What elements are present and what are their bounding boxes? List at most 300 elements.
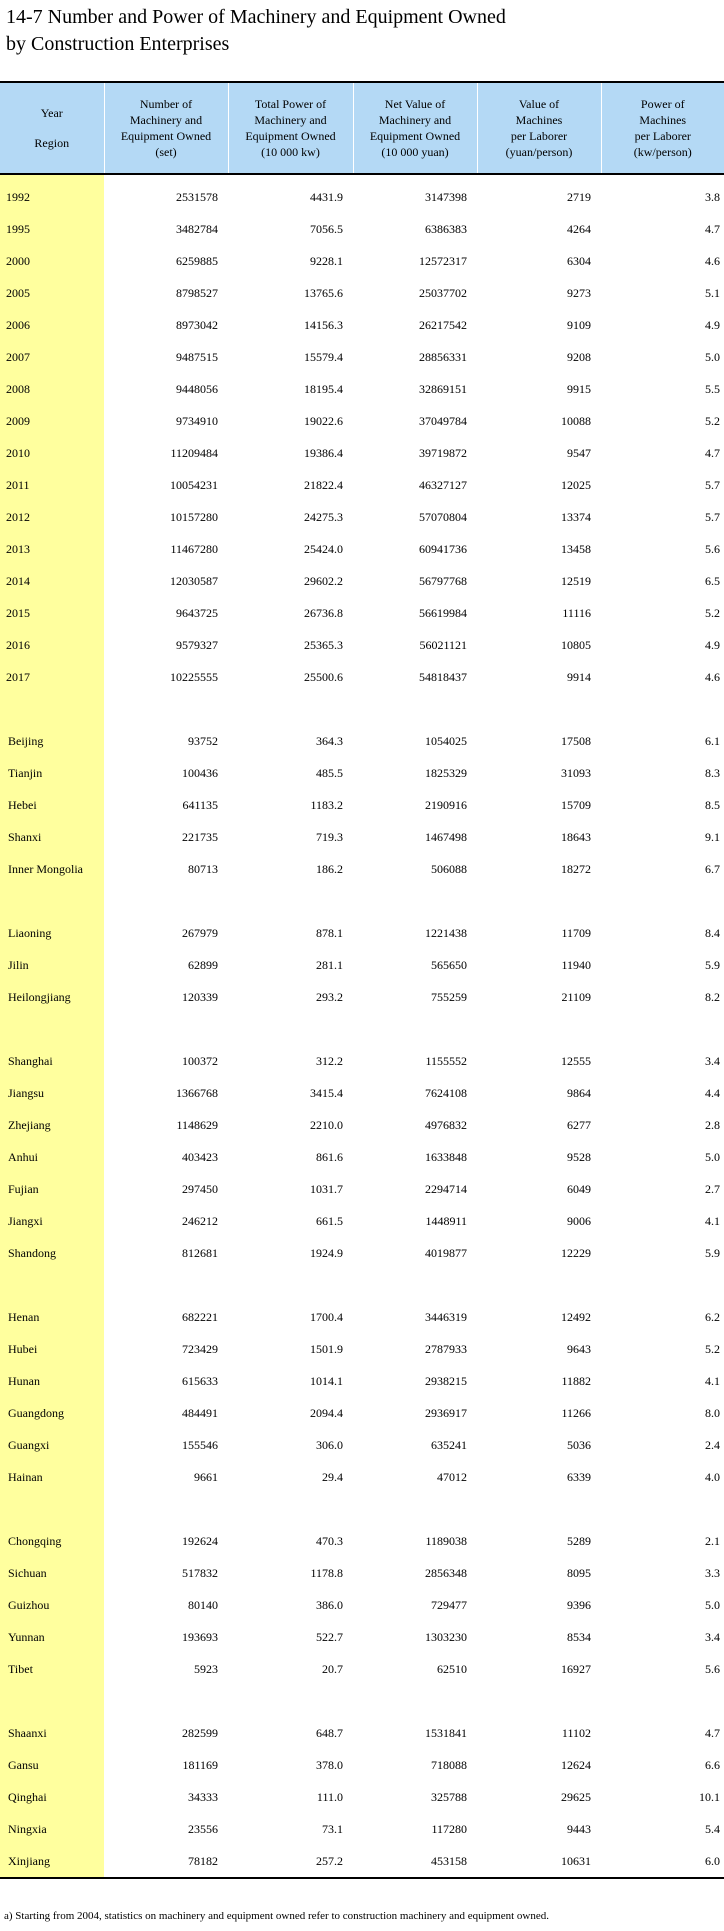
table-cell: 1924.9 xyxy=(310,1245,343,1260)
table-cell: 878.1 xyxy=(316,925,343,940)
table-cell: 2294714 xyxy=(425,1181,467,1196)
table-cell: 10805 xyxy=(561,637,591,652)
table-cell: 4.7 xyxy=(705,1725,720,1740)
table-cell: 723429 xyxy=(182,1341,218,1356)
table-cell: 57070804 xyxy=(419,509,467,524)
table-cell: 1825329 xyxy=(425,765,467,780)
table-cell: 18272 xyxy=(561,861,591,876)
table-cell: 470.3 xyxy=(316,1533,343,1548)
table-cell: 21109 xyxy=(561,989,591,1004)
table-cell: 4.1 xyxy=(705,1373,720,1388)
table-cell: 80713 xyxy=(188,861,218,876)
table-cell: 522.7 xyxy=(316,1629,343,1644)
table-cell: 517832 xyxy=(182,1565,218,1580)
table-cell: 2.4 xyxy=(705,1437,720,1452)
table-cell: 29.4 xyxy=(322,1469,343,1484)
spacer-cell xyxy=(228,1493,353,1525)
table-cell: 1189038 xyxy=(425,1533,467,1548)
table-cell: 11116 xyxy=(562,605,591,620)
table-cell: 5.9 xyxy=(705,1245,720,1260)
table-row xyxy=(0,1365,724,1397)
table-cell: 56797768 xyxy=(419,573,467,588)
table-cell: 155546 xyxy=(182,1437,218,1452)
header-text: Net Value of xyxy=(384,97,446,111)
table-cell: 6049 xyxy=(567,1181,591,1196)
table-cell: 5.7 xyxy=(705,509,720,524)
row-label: Inner Mongolia xyxy=(0,853,104,885)
row-label: Fujian xyxy=(0,1173,104,1205)
table-cell: 403423 xyxy=(182,1149,218,1164)
table-cell: 100372 xyxy=(182,1053,218,1068)
table-row xyxy=(0,1781,724,1813)
row-label: 2009 xyxy=(0,405,104,437)
table-row xyxy=(0,1749,724,1781)
table-row xyxy=(0,1525,724,1557)
table-cell: 12572317 xyxy=(419,253,467,268)
table-cell: 5289 xyxy=(567,1533,591,1548)
table-cell: 23556 xyxy=(188,1821,218,1836)
table-cell: 1148629 xyxy=(176,1117,218,1132)
header-number-of-machinery xyxy=(104,82,228,174)
row-label: 2005 xyxy=(0,277,104,309)
spacer-cell xyxy=(601,1685,724,1717)
header-unit: (set) xyxy=(155,145,177,159)
table-cell: 37049784 xyxy=(419,413,467,428)
table-cell: 20.7 xyxy=(322,1661,343,1676)
table-cell: 120339 xyxy=(182,989,218,1004)
row-label: Liaoning xyxy=(0,917,104,949)
table-cell: 8973042 xyxy=(176,317,218,332)
table-cell: 565650 xyxy=(431,957,467,972)
table-row xyxy=(0,757,724,789)
table-cell: 9273 xyxy=(567,285,591,300)
table-cell: 6277 xyxy=(567,1117,591,1132)
table-cell: 12519 xyxy=(561,573,591,588)
spacer-label-cell xyxy=(0,1493,104,1525)
table-cell: 12624 xyxy=(561,1757,591,1772)
table-cell: 46327127 xyxy=(419,477,467,492)
row-label: Gansu xyxy=(0,1749,104,1781)
table-cell: 6339 xyxy=(567,1469,591,1484)
spacer-row xyxy=(0,1493,724,1525)
row-label: 2000 xyxy=(0,245,104,277)
table-cell: 9006 xyxy=(567,1213,591,1228)
header-label-region: Region xyxy=(34,136,70,150)
spacer-row xyxy=(0,1013,724,1045)
header-text: Equipment Owned xyxy=(120,129,212,143)
table-row xyxy=(0,1173,724,1205)
table-cell: 193693 xyxy=(182,1629,218,1644)
row-label: Heilongjiang xyxy=(0,981,104,1013)
table-cell: 4.9 xyxy=(705,637,720,652)
table-cell: 1031.7 xyxy=(310,1181,343,1196)
table-cell: 3147398 xyxy=(425,189,467,204)
table-row xyxy=(0,565,724,597)
table-cell: 5036 xyxy=(567,1437,591,1452)
table-cell: 6304 xyxy=(567,253,591,268)
table-cell: 2094.4 xyxy=(310,1405,343,1420)
spacer-row xyxy=(0,1269,724,1301)
spacer-cell xyxy=(601,1493,724,1525)
table-row xyxy=(0,1845,724,1878)
table-cell: 453158 xyxy=(353,1845,477,1878)
table-row xyxy=(0,1141,724,1173)
table-cell: 641135 xyxy=(182,797,218,812)
table-cell: 80140 xyxy=(188,1597,218,1612)
row-label: Jiangsu xyxy=(0,1077,104,1109)
table-cell: 11102 xyxy=(561,1725,591,1740)
table-cell: 9914 xyxy=(567,669,591,684)
spacer-cell xyxy=(601,1013,724,1045)
table-cell: 15579.4 xyxy=(304,349,343,364)
spacer-cell xyxy=(477,1685,601,1717)
table-cell: 26217542 xyxy=(419,317,467,332)
spacer-cell xyxy=(353,1685,477,1717)
spacer-cell xyxy=(104,1013,228,1045)
table-cell: 9734910 xyxy=(176,413,218,428)
table-cell: 13374 xyxy=(561,509,591,524)
table-cell: 4976832 xyxy=(425,1117,467,1132)
spacer-cell xyxy=(353,1013,477,1045)
table-cell: 1183.2 xyxy=(310,797,343,812)
table-cell: 54818437 xyxy=(419,669,467,684)
table-cell: 1155552 xyxy=(425,1053,467,1068)
table-cell: 25037702 xyxy=(419,285,467,300)
table-cell: 17508 xyxy=(561,733,591,748)
table-cell: 56619984 xyxy=(419,605,467,620)
table-cell: 28856331 xyxy=(419,349,467,364)
table-cell: 10054231 xyxy=(170,477,218,492)
table-cell: 297450 xyxy=(182,1181,218,1196)
table-cell: 9528 xyxy=(567,1149,591,1164)
table-cell: 19022.6 xyxy=(304,413,343,428)
table-cell: 12025 xyxy=(561,477,591,492)
table-cell: 78182 xyxy=(104,1845,228,1878)
row-label: Hainan xyxy=(0,1461,104,1493)
table-row xyxy=(0,1397,724,1429)
row-label: Hebei xyxy=(0,789,104,821)
spacer-cell xyxy=(353,1269,477,1301)
header-text: Machinery and xyxy=(254,113,327,127)
spacer-label-cell xyxy=(0,693,104,725)
spacer-cell xyxy=(104,1493,228,1525)
table-cell: 9228.1 xyxy=(310,253,343,268)
table-cell: 11467280 xyxy=(170,541,218,556)
table-cell: 3.3 xyxy=(705,1565,720,1580)
row-label: Guangxi xyxy=(0,1429,104,1461)
table-cell: 6386383 xyxy=(425,221,467,236)
table-cell: 5.0 xyxy=(705,1597,720,1612)
table-cell: 2856348 xyxy=(425,1565,467,1580)
table-cell: 306.0 xyxy=(316,1437,343,1452)
table-row xyxy=(0,821,724,853)
data-table-container xyxy=(0,81,724,1879)
row-label: Xinjiang xyxy=(0,1845,104,1878)
header-text: Equipment Owned xyxy=(369,129,461,143)
table-cell: 4.6 xyxy=(705,253,720,268)
table-row xyxy=(0,1301,724,1333)
table-cell: 386.0 xyxy=(316,1597,343,1612)
table-cell: 2.8 xyxy=(705,1117,720,1132)
table-cell: 9208 xyxy=(567,349,591,364)
table-cell: 9643 xyxy=(567,1341,591,1356)
table-cell: 9.1 xyxy=(705,829,720,844)
table-row xyxy=(0,1429,724,1461)
table-cell: 6.0 xyxy=(601,1845,724,1878)
table-cell: 11940 xyxy=(561,957,591,972)
table-cell: 5.6 xyxy=(705,541,720,556)
table-cell: 1303230 xyxy=(425,1629,467,1644)
table-cell: 9487515 xyxy=(176,349,218,364)
table-row xyxy=(0,1077,724,1109)
row-label: 2007 xyxy=(0,341,104,373)
spacer-cell xyxy=(104,885,228,917)
table-cell: 6.6 xyxy=(705,1757,720,1772)
table-cell: 2190916 xyxy=(425,797,467,812)
spacer-row xyxy=(0,693,724,725)
spacer-cell xyxy=(228,885,353,917)
header-text: Number of xyxy=(139,97,193,111)
header-text: Machinery and xyxy=(378,113,452,127)
row-label: 2015 xyxy=(0,597,104,629)
table-cell: 5.2 xyxy=(705,605,720,620)
table-cell: 812681 xyxy=(182,1245,218,1260)
table-cell: 9448056 xyxy=(176,381,218,396)
row-label: 2010 xyxy=(0,437,104,469)
spacer-cell xyxy=(601,693,724,725)
spacer-cell xyxy=(104,1269,228,1301)
table-row xyxy=(0,1109,724,1141)
table-cell: 282599 xyxy=(182,1725,218,1740)
table-row xyxy=(0,174,724,213)
table-cell: 12030587 xyxy=(170,573,218,588)
table-cell: 16927 xyxy=(561,1661,591,1676)
table-cell: 1014.1 xyxy=(310,1373,343,1388)
table-cell: 484491 xyxy=(182,1405,218,1420)
row-label: 2008 xyxy=(0,373,104,405)
table-cell: 2531578 xyxy=(176,189,218,204)
table-cell: 34333 xyxy=(188,1789,218,1804)
table-cell: 2.7 xyxy=(705,1181,720,1196)
table-cell: 615633 xyxy=(182,1373,218,1388)
row-label: Beijing xyxy=(0,725,104,757)
table-cell: 111.0 xyxy=(316,1789,343,1804)
table-cell: 19386.4 xyxy=(304,445,343,460)
table-cell: 221735 xyxy=(182,829,218,844)
table-cell: 2.1 xyxy=(705,1533,720,1548)
spacer-cell xyxy=(228,1269,353,1301)
table-row xyxy=(0,437,724,469)
table-cell: 1501.9 xyxy=(310,1341,343,1356)
table-cell: 1700.4 xyxy=(310,1309,343,1324)
table-cell: 9547 xyxy=(567,445,591,460)
table-cell: 7056.5 xyxy=(310,221,343,236)
title-line-1: 14-7 Number and Power of Machinery and Equipment Owned xyxy=(6,6,506,28)
table-row xyxy=(0,789,724,821)
spacer-cell xyxy=(477,1493,601,1525)
table-row xyxy=(0,501,724,533)
table-cell: 21822.4 xyxy=(304,477,343,492)
table-cell: 15709 xyxy=(561,797,591,812)
table-cell: 25365.3 xyxy=(304,637,343,652)
row-label: Ningxia xyxy=(0,1813,104,1845)
table-cell: 257.2 xyxy=(228,1845,353,1878)
row-label: Hunan xyxy=(0,1365,104,1397)
table-cell: 718088 xyxy=(431,1757,467,1772)
row-label: Shanghai xyxy=(0,1045,104,1077)
table-cell: 11209484 xyxy=(170,445,218,460)
table-cell: 729477 xyxy=(431,1597,467,1612)
table-cell: 25500.6 xyxy=(304,669,343,684)
row-label: 2006 xyxy=(0,309,104,341)
table-cell: 186.2 xyxy=(316,861,343,876)
table-cell: 8095 xyxy=(567,1565,591,1580)
table-cell: 4.4 xyxy=(705,1085,720,1100)
table-cell: 1531841 xyxy=(425,1725,467,1740)
table-cell: 3.4 xyxy=(705,1629,720,1644)
table-header-row xyxy=(0,82,724,174)
row-label: Qinghai xyxy=(0,1781,104,1813)
row-label: Tibet xyxy=(0,1653,104,1685)
row-label: Jilin xyxy=(0,949,104,981)
table-cell: 4019877 xyxy=(425,1245,467,1260)
table-cell: 8534 xyxy=(567,1629,591,1644)
row-label: 2012 xyxy=(0,501,104,533)
table-cell: 9864 xyxy=(567,1085,591,1100)
table-cell: 5.6 xyxy=(705,1661,720,1676)
table-cell: 12492 xyxy=(561,1309,591,1324)
header-text: Power of xyxy=(640,97,685,111)
spacer-row xyxy=(0,1685,724,1717)
table-cell: 181169 xyxy=(182,1757,218,1772)
table-cell: 661.5 xyxy=(316,1213,343,1228)
row-label: 2013 xyxy=(0,533,104,565)
spacer-cell xyxy=(477,693,601,725)
table-cell: 9396 xyxy=(567,1597,591,1612)
spacer-label-cell xyxy=(0,1013,104,1045)
header-power-per-laborer xyxy=(601,82,724,174)
table-cell: 31093 xyxy=(561,765,591,780)
title-line-2: by Construction Enterprises xyxy=(6,33,230,55)
table-row xyxy=(0,661,724,693)
header-net-value xyxy=(353,82,477,174)
table-cell: 5.7 xyxy=(705,477,720,492)
table-cell: 73.1 xyxy=(322,1821,343,1836)
header-text: Machines xyxy=(639,113,687,127)
table-cell: 1221438 xyxy=(425,925,467,940)
table-cell: 10088 xyxy=(561,413,591,428)
table-cell: 281.1 xyxy=(316,957,343,972)
spacer-cell xyxy=(477,1013,601,1045)
row-label: 1992 xyxy=(0,174,104,213)
row-label: 2017 xyxy=(0,661,104,693)
table-row xyxy=(0,309,724,341)
table-cell: 364.3 xyxy=(316,733,343,748)
table-cell: 8.5 xyxy=(705,797,720,812)
table-row xyxy=(0,277,724,309)
table-cell: 24275.3 xyxy=(304,509,343,524)
row-label: 2016 xyxy=(0,629,104,661)
table-cell: 11266 xyxy=(561,1405,591,1420)
table-cell: 312.2 xyxy=(316,1053,343,1068)
table-cell: 10225555 xyxy=(170,669,218,684)
table-cell: 100436 xyxy=(182,765,218,780)
spacer-label-cell xyxy=(0,885,104,917)
table-cell: 3.8 xyxy=(705,189,720,204)
table-cell: 60941736 xyxy=(419,541,467,556)
row-label: Guangdong xyxy=(0,1397,104,1429)
spacer-cell xyxy=(353,885,477,917)
table-row xyxy=(0,981,724,1013)
table-cell: 32869151 xyxy=(419,381,467,396)
header-text: Total Power of xyxy=(254,97,327,111)
header-text: per Laborer xyxy=(634,129,691,143)
spacer-cell xyxy=(228,1013,353,1045)
table-cell: 4431.9 xyxy=(310,189,343,204)
spacer-cell xyxy=(228,693,353,725)
table-row xyxy=(0,597,724,629)
table-row xyxy=(0,1557,724,1589)
table-cell: 117280 xyxy=(431,1821,467,1836)
header-text: Machinery and xyxy=(129,113,203,127)
page-title xyxy=(6,4,716,58)
table-cell: 7624108 xyxy=(425,1085,467,1100)
row-label: Sichuan xyxy=(0,1557,104,1589)
table-cell: 39719872 xyxy=(419,445,467,460)
table-cell: 18195.4 xyxy=(304,381,343,396)
header-label-year: Year xyxy=(40,106,63,120)
row-label: Tianjin xyxy=(0,757,104,789)
row-label: Zhejiang xyxy=(0,1109,104,1141)
header-unit: (yuan/person) xyxy=(505,145,573,159)
table-cell: 9109 xyxy=(567,317,591,332)
table-row xyxy=(0,949,724,981)
table-row xyxy=(0,725,724,757)
table-row xyxy=(0,341,724,373)
table-cell: 3415.4 xyxy=(310,1085,343,1100)
table-row xyxy=(0,1813,724,1845)
table-cell: 9661 xyxy=(194,1469,218,1484)
row-label: Shandong xyxy=(0,1237,104,1269)
row-label: Shanxi xyxy=(0,821,104,853)
row-label: 2014 xyxy=(0,565,104,597)
table-cell: 1054025 xyxy=(425,733,467,748)
row-label: 1995 xyxy=(0,213,104,245)
row-label: Yunnan xyxy=(0,1621,104,1653)
spacer-cell xyxy=(353,1493,477,1525)
table-cell: 10631 xyxy=(477,1845,601,1878)
row-label: Shaanxi xyxy=(0,1717,104,1749)
header-text: per Laborer xyxy=(510,129,568,143)
header-value-per-laborer xyxy=(477,82,601,174)
table-cell: 8798527 xyxy=(176,285,218,300)
table-cell: 29602.2 xyxy=(304,573,343,588)
table-row xyxy=(0,1653,724,1685)
row-label: Henan xyxy=(0,1301,104,1333)
table-cell: 4.1 xyxy=(705,1213,720,1228)
table-row xyxy=(0,1237,724,1269)
table-row xyxy=(0,917,724,949)
table-cell: 12555 xyxy=(561,1053,591,1068)
table-cell: 5.5 xyxy=(705,381,720,396)
table-cell: 4.6 xyxy=(705,669,720,684)
table-cell: 648.7 xyxy=(316,1725,343,1740)
row-label: Anhui xyxy=(0,1141,104,1173)
table-cell: 2719 xyxy=(567,189,591,204)
spacer-row xyxy=(0,885,724,917)
table-cell: 4.9 xyxy=(705,317,720,332)
spacer-label-cell xyxy=(0,1685,104,1717)
